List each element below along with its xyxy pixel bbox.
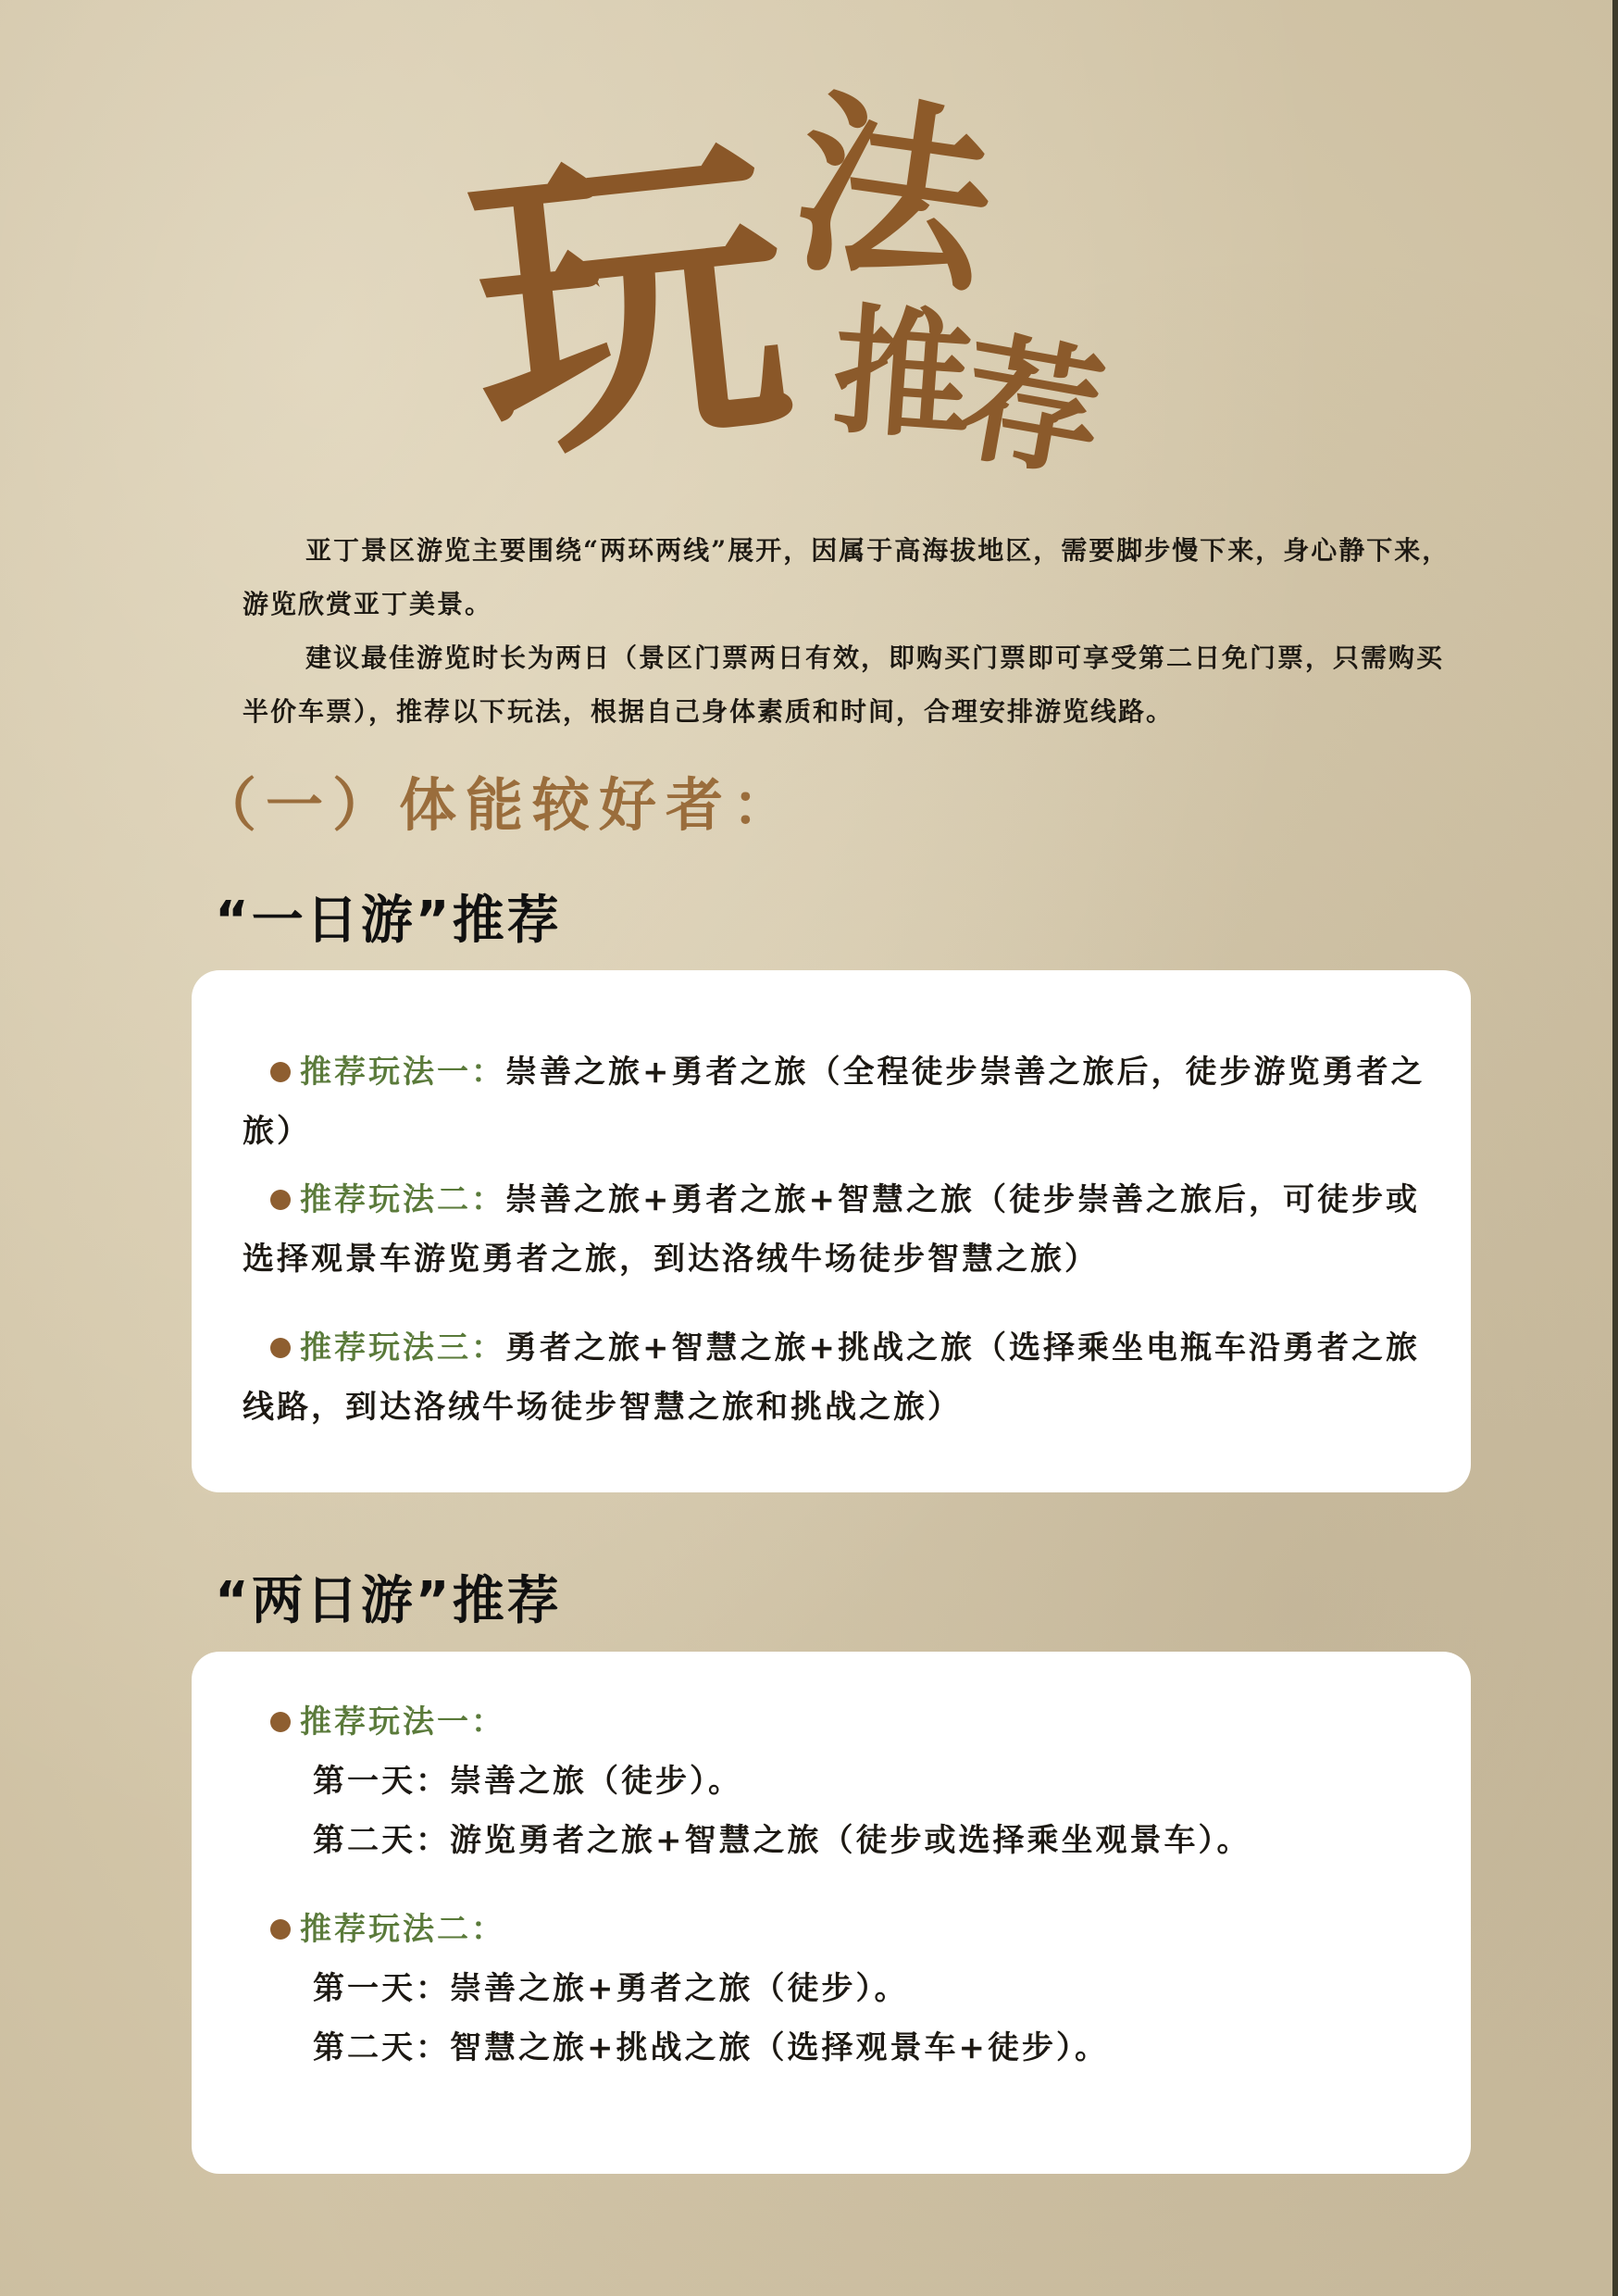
title-char-wan: 玩	[454, 105, 805, 505]
one-day-card	[192, 970, 1471, 1492]
section-heading: （一）体能较好者：	[199, 771, 800, 839]
bullet-dot-icon	[270, 1190, 291, 1210]
bullet-dot-icon	[270, 1712, 291, 1732]
bullet-dot-icon	[270, 1338, 291, 1358]
day-one-line: 第一天：崇善之旅（徒步）。	[313, 1763, 742, 1800]
plan-label: 推荐玩法三：	[300, 1329, 505, 1366]
plan-desc: 崇善之旅+勇者之旅+智慧之旅（徒步崇善之旅后，可徒步或选择观景车游览勇者之旅，到达洛绒牛场徒步智慧之旅）	[243, 1181, 1420, 1278]
plan-desc: 崇善之旅+勇者之旅（全程徒步崇善之旅后，徒步游览勇者之旅）	[243, 1054, 1425, 1150]
page-title	[0, 0, 1618, 505]
title-char-tui: 推	[828, 288, 977, 462]
bullet-dot-icon	[270, 1919, 291, 1940]
intro-paragraph: 亚丁景区游览主要围绕“两环两线”展开，因属于高海拔地区，需要脚步慢下来，身心静下来，游览欣赏亚丁美景。	[243, 535, 1450, 619]
plan-desc: 勇者之旅+智慧之旅+挑战之旅（选择乘坐电瓶车沿勇者之旅线路，到达洛绒牛场徒步智慧之旅和挑战之旅）	[243, 1329, 1420, 1426]
plan-item	[243, 1900, 1427, 2078]
plan-item	[243, 1692, 1427, 1870]
bullet-dot-icon	[270, 1062, 291, 1082]
day-two-line: 第二天：游览勇者之旅+智慧之旅（徒步或选择乘坐观景车）。	[313, 1822, 1251, 1859]
intro-paragraph: 建议最佳游览时长为两日（景区门票两日有效，即购买门票即可享受第二日免门票，只需购买半价车票），推荐以下玩法，根据自己身体素质和时间，合理安排游览线路。	[243, 643, 1445, 727]
title-char-fa: 法	[780, 67, 1006, 321]
plan-label: 推荐玩法二：	[300, 1181, 505, 1218]
two-day-title: “两日游”推荐	[215, 1571, 562, 1631]
plan-label: 推荐玩法一：	[300, 1054, 505, 1091]
day-two-line: 第二天：智慧之旅+挑战之旅（选择观景车+徒步）。	[313, 2029, 1109, 2066]
day-one-line: 第一天：崇善之旅+勇者之旅（徒步）。	[313, 1970, 909, 2007]
title-char-jian: 荐	[949, 315, 1115, 500]
plan-item	[243, 1170, 1427, 1289]
plan-label: 推荐玩法二：	[300, 1911, 505, 1948]
one-day-title: “一日游”推荐	[215, 891, 562, 951]
plan-item	[243, 1318, 1427, 1437]
plan-item	[243, 1042, 1427, 1161]
two-day-card	[192, 1652, 1471, 2174]
plan-label: 推荐玩法一：	[300, 1703, 505, 1741]
intro-text	[243, 524, 1464, 739]
